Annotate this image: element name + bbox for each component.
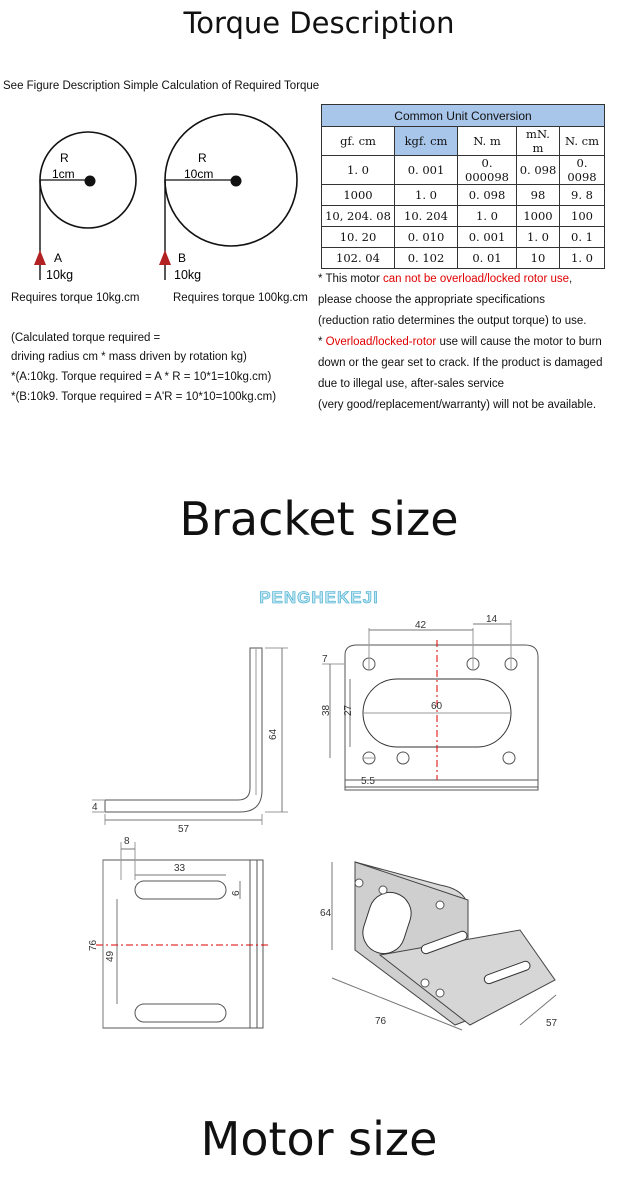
fig-a-caption: Requires torque 10kg.cm	[11, 292, 140, 304]
side-view	[92, 648, 288, 825]
calc-line-3: *(A:10kg. Torque required = A * R = 10*1=10kg.cm)	[11, 371, 272, 383]
table-cell: 1. 0	[560, 248, 605, 269]
table-row	[322, 227, 605, 248]
warning-line-2: please choose the appropriate specifications	[318, 294, 545, 306]
table-cell: 0. 1	[560, 227, 605, 248]
table-cell: 0. 098	[458, 185, 517, 206]
table-cell: 102. 04	[322, 248, 395, 269]
motor-title: Motor size	[200, 1112, 438, 1166]
table-cell: 10	[517, 248, 560, 269]
dim-42: 42	[415, 620, 427, 631]
dim-iso-64: 64	[320, 908, 332, 919]
fig-a-point: A	[54, 251, 63, 265]
warning-line-5: down or the gear set to crack. If the product is damaged	[318, 357, 603, 369]
table-cell: 1. 0	[322, 156, 395, 185]
dim-38: 38	[321, 704, 332, 716]
table-cell: 10, 204. 08	[322, 206, 395, 227]
table-row	[322, 206, 605, 227]
warning-line-3: (reduction ratio determines the output torque) to use.	[318, 315, 587, 327]
dim-60: 60	[431, 701, 443, 712]
table-header: N. cm	[560, 127, 605, 156]
fig-a-r-label: R	[60, 151, 69, 165]
table-cell: 0. 102	[395, 248, 458, 269]
table-header: gf. cm	[322, 127, 395, 156]
iso-view	[332, 862, 556, 1030]
bracket-drawings	[0, 600, 638, 1040]
dim-side-thickness: 4	[92, 802, 98, 813]
table-cell: 1. 0	[517, 227, 560, 248]
table-row	[322, 156, 605, 185]
table-header: mN. m	[517, 127, 560, 156]
dim-iso-76: 76	[375, 1016, 387, 1027]
see-figure-text: See Figure Description Simple Calculation of Required Torque	[3, 80, 320, 92]
brand-watermark: PENGHEKEJI	[259, 588, 379, 607]
dim-49: 49	[105, 950, 116, 962]
table-cell: 1. 0	[458, 206, 517, 227]
table-row	[322, 248, 605, 269]
calc-line-4: *(B:10k9. Torque required = A'R = 10*10=100kg.cm)	[11, 391, 277, 403]
fig-b-r-label: R	[198, 151, 207, 165]
fig-a-mass: 10kg	[46, 268, 74, 282]
table-header: kgf. cm	[395, 127, 458, 156]
dim-33: 33	[174, 863, 186, 874]
table-header: N. m	[458, 127, 517, 156]
table-cell: 0. 098	[517, 156, 560, 185]
table-cell: 10. 204	[395, 206, 458, 227]
table-cell: 0. 01	[458, 248, 517, 269]
torque-title: Torque Description	[183, 6, 455, 40]
table-cell: 10. 20	[322, 227, 395, 248]
table-cell: 1. 0	[395, 185, 458, 206]
calc-line-2: driving radius cm * mass driven by rotation kg)	[11, 351, 247, 363]
table-cell: 0. 001	[458, 227, 517, 248]
table-cell: 9. 8	[560, 185, 605, 206]
bracket-title: Bracket size	[179, 492, 459, 546]
table-cell: 0. 000098	[458, 156, 517, 185]
dim-side-length: 57	[178, 824, 190, 835]
dim-76: 76	[88, 939, 99, 951]
table-header-row	[322, 127, 605, 156]
warning-red-2: Overload/locked-rotor	[325, 336, 437, 348]
table-cell: 0. 0098	[560, 156, 605, 185]
warning-line-1: * This motor can not be overload/locked rotor use,	[318, 273, 573, 285]
table-row	[322, 185, 605, 206]
figure-b	[159, 114, 297, 282]
warning-line-4: * Overload/locked-rotor use will cause the motor to burn	[318, 336, 602, 348]
warning-line-6: due to illegal use, after-sales service	[318, 378, 505, 390]
dim-14: 14	[486, 614, 498, 625]
dim-6: 6	[231, 890, 242, 896]
warning-line-7: (very good/replacement/warranty) will not be available.	[318, 399, 597, 411]
dim-7: 7	[322, 654, 328, 665]
front-view	[322, 620, 538, 790]
fig-b-point: B	[178, 251, 187, 265]
dim-iso-57: 57	[546, 1018, 558, 1029]
torque-figures	[0, 100, 320, 300]
fig-b-radius: 10cm	[184, 167, 214, 181]
table-cell: 0. 010	[395, 227, 458, 248]
table-cell: 100	[560, 206, 605, 227]
fig-b-mass: 10kg	[174, 268, 202, 282]
figure-a	[34, 132, 136, 282]
calc-line-1: (Calculated torque required =	[11, 332, 161, 344]
dim-8: 8	[124, 836, 130, 847]
table-caption: Common Unit Conversion	[322, 105, 605, 127]
table-cell: 1000	[322, 185, 395, 206]
dim-27: 27	[343, 704, 354, 716]
table-cell: 98	[517, 185, 560, 206]
table-cell: 0. 001	[395, 156, 458, 185]
fig-b-caption: Requires torque 100kg.cm	[173, 292, 308, 304]
dim-side-height: 64	[268, 728, 279, 740]
fig-a-radius: 1cm	[52, 167, 75, 181]
dim-5-5: 5.5	[361, 776, 375, 787]
unit-conversion-table	[321, 104, 605, 269]
warning-red-1: can not be overload/locked rotor use	[382, 273, 570, 285]
table-cell: 1000	[517, 206, 560, 227]
